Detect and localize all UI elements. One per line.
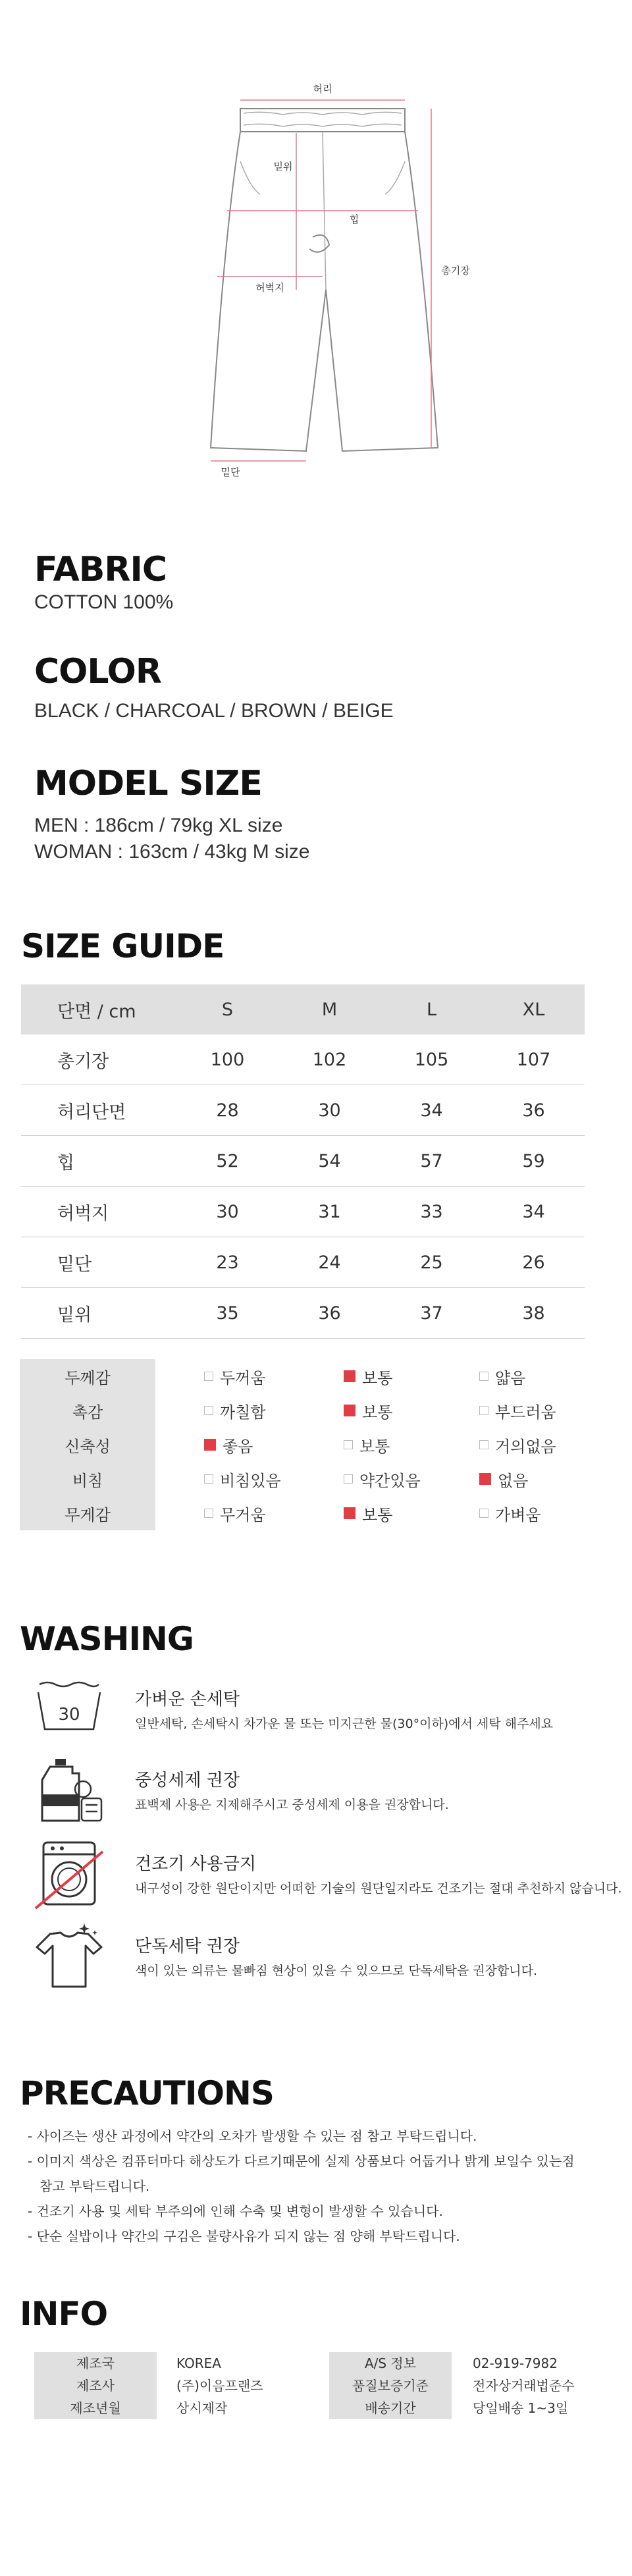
feel-option-label: 비침있음 — [220, 1471, 281, 1490]
precaution-line: 참고 부탁드립니다. — [40, 2178, 150, 2194]
info-value: 전자상거래법준수 — [473, 2378, 575, 2394]
color-value: BLACK / CHARCOAL / BROWN / BEIGE — [34, 700, 394, 722]
checkbox-icon — [479, 1372, 488, 1381]
color-heading: COLOR — [34, 652, 161, 691]
info-label: 배송기간 — [329, 2397, 452, 2419]
table-cell: 30 — [176, 1187, 278, 1237]
table-cell: 34 — [381, 1085, 483, 1136]
checkbox-checked-icon — [344, 1370, 356, 1382]
info-label: 제조년월 — [34, 2397, 157, 2419]
precautions-list — [28, 2124, 575, 2249]
diagram-label-total-length: 총기장 — [441, 265, 470, 277]
table-cell: 35 — [176, 1288, 278, 1339]
table-cell: 37 — [381, 1288, 483, 1339]
model-size-woman: WOMAN : 163cm / 43kg M size — [34, 841, 310, 863]
info-value: KOREA — [176, 2355, 221, 2371]
table-cell: 36 — [278, 1288, 381, 1339]
table-row — [21, 1288, 585, 1339]
size-guide-col-header: M — [278, 984, 381, 1034]
checkbox-icon — [479, 1440, 488, 1449]
table-cell: 허벅지 — [21, 1187, 176, 1237]
size-guide-header-row — [21, 984, 585, 1034]
diagram-label-thigh: 허벅지 — [255, 282, 284, 294]
wash-item-desc: 내구성이 강한 원단이지만 어떠한 기술의 원단일지라도 건조기는 절대 추천하지 않습니다. — [135, 1881, 622, 1896]
feel-option-label: 얇음 — [495, 1368, 526, 1387]
feel-row-label: 촉감 — [20, 1393, 155, 1428]
no-dryer-icon — [33, 1837, 105, 1910]
table-cell: 총기장 — [21, 1034, 176, 1085]
feel-option-label: 약간있음 — [359, 1471, 421, 1490]
table-cell: 59 — [483, 1136, 585, 1187]
table-cell: 36 — [483, 1085, 585, 1136]
feel-option — [204, 1365, 266, 1388]
checkbox-checked-icon — [344, 1405, 356, 1416]
table-row — [21, 1136, 585, 1187]
table-cell: 30 — [278, 1085, 381, 1136]
table-cell: 100 — [176, 1034, 278, 1085]
info-value: (주)이음프랜즈 — [176, 2378, 263, 2394]
precaution-line: - 건조기 사용 및 세탁 부주의에 인해 수축 및 변형이 발생할 수 있습니다. — [28, 2203, 443, 2219]
table-row — [21, 1187, 585, 1237]
feel-row-label: 두께감 — [20, 1359, 155, 1393]
feel-option-label: 가벼움 — [495, 1505, 541, 1524]
diagram-label-rise: 밑위 — [273, 161, 293, 173]
table-cell: 105 — [381, 1034, 483, 1085]
feel-option — [344, 1365, 392, 1388]
checkbox-checked-icon — [479, 1473, 491, 1485]
info-label: 제조국 — [34, 2352, 157, 2375]
wash-item-title: 건조기 사용금지 — [135, 1854, 257, 1874]
feel-option — [479, 1468, 528, 1491]
wash-item-desc: 표백제 사용은 지제해주시고 중성세제 이용을 권장합니다. — [135, 1798, 449, 1812]
feel-option-label: 보통 — [362, 1505, 393, 1524]
table-cell: 24 — [278, 1237, 381, 1288]
detergent-icon — [33, 1755, 105, 1827]
checkbox-icon — [344, 1440, 353, 1449]
precautions-heading: PRECAUTIONS — [20, 2074, 274, 2112]
info-values-left — [176, 2352, 308, 2419]
wash-item-title: 중성세제 권장 — [135, 1771, 240, 1790]
checkbox-icon — [479, 1509, 488, 1518]
feel-row — [20, 1462, 586, 1496]
feel-option-label: 무거움 — [220, 1505, 266, 1524]
checkbox-icon — [344, 1474, 353, 1484]
info-labels-right — [329, 2352, 452, 2419]
info-labels-left — [34, 2352, 157, 2419]
size-guide-col-header: L — [381, 984, 483, 1034]
table-row — [21, 1034, 585, 1085]
feel-row — [20, 1428, 586, 1462]
feel-option-label: 보통 — [362, 1368, 393, 1387]
feel-option-label: 없음 — [498, 1471, 529, 1490]
size-guide-table — [21, 984, 585, 1339]
table-cell: 23 — [176, 1237, 278, 1288]
feel-option — [479, 1502, 541, 1525]
feel-option — [204, 1434, 253, 1457]
feel-option-label: 보통 — [362, 1403, 393, 1422]
feel-option-label: 부드러움 — [495, 1403, 556, 1422]
model-size-heading: MODEL SIZE — [34, 764, 262, 803]
checkbox-icon — [204, 1372, 213, 1381]
table-cell: 힙 — [21, 1136, 176, 1187]
feel-row-label: 신축성 — [20, 1428, 155, 1462]
size-guide-col-header: XL — [483, 984, 585, 1034]
feel-option-label: 두꺼움 — [220, 1368, 266, 1387]
table-cell: 33 — [381, 1187, 483, 1237]
checkbox-icon — [204, 1406, 213, 1415]
checkbox-icon — [204, 1509, 213, 1518]
feel-row — [20, 1496, 586, 1530]
precaution-line: - 사이즈는 생산 과정에서 약간의 오차가 발생할 수 있는 점 참고 부탁드립니다. — [28, 2128, 477, 2144]
table-row — [21, 1085, 585, 1136]
feel-option — [479, 1399, 556, 1422]
feel-option — [344, 1434, 390, 1457]
info-value: 상시제작 — [176, 2400, 228, 2416]
table-cell: 밑위 — [21, 1288, 176, 1339]
table-cell: 26 — [483, 1237, 585, 1288]
feel-row — [20, 1359, 586, 1393]
feel-row-label: 비침 — [20, 1462, 155, 1496]
feel-option — [344, 1502, 392, 1525]
fabric-heading: FABRIC — [34, 550, 167, 589]
feel-option — [204, 1502, 266, 1525]
table-cell: 107 — [483, 1034, 585, 1085]
table-cell: 54 — [278, 1136, 381, 1187]
fabric-feel-table — [20, 1359, 586, 1530]
feel-option-label: 까칠함 — [220, 1403, 266, 1422]
feel-option-label: 거의없음 — [495, 1437, 556, 1456]
table-cell: 밑단 — [21, 1237, 176, 1288]
feel-option — [204, 1468, 281, 1491]
size-guide-col-header: S — [176, 984, 278, 1034]
info-value: 당일배송 1~3일 — [473, 2400, 569, 2416]
checkbox-checked-icon — [204, 1439, 216, 1451]
feel-option — [204, 1399, 266, 1422]
feel-option-label: 좋음 — [223, 1437, 253, 1456]
size-guide-col-header: 단면 / cm — [21, 984, 176, 1034]
checkbox-icon — [479, 1406, 488, 1415]
wash-item-title: 가벼운 손세탁 — [135, 1690, 240, 1709]
table-cell: 57 — [381, 1136, 483, 1187]
model-size-men: MEN : 186cm / 79kg XL size — [34, 815, 283, 836]
diagram-label-waist: 허리 — [313, 83, 332, 95]
table-row — [21, 1237, 585, 1288]
feel-option — [344, 1468, 421, 1491]
info-values-right — [473, 2352, 618, 2419]
info-value: 02-919-7982 — [473, 2355, 558, 2371]
feel-option — [344, 1399, 392, 1422]
diagram-label-hip: 힙 — [349, 213, 359, 225]
wash-item-desc: 일반세탁, 손세탁시 차가운 물 또는 미지근한 물(30°이하)에서 세탁 해주세요 — [135, 1717, 554, 1731]
info-heading: INFO — [20, 2295, 108, 2333]
table-cell: 31 — [278, 1187, 381, 1237]
pants-size-diagram — [184, 72, 474, 494]
checkbox-icon — [204, 1474, 213, 1484]
table-cell: 25 — [381, 1237, 483, 1288]
table-cell: 28 — [176, 1085, 278, 1136]
wash-item-title: 단독세탁 권장 — [135, 1937, 240, 1956]
info-label: 제조사 — [34, 2375, 157, 2397]
precaution-line: - 단순 실밥이나 약간의 구김은 불량사유가 되지 않는 점 양해 부탁드립니다. — [28, 2228, 460, 2244]
info-label: 품질보증기준 — [329, 2375, 452, 2397]
info-label: A/S 정보 — [329, 2352, 452, 2375]
feel-option — [479, 1434, 556, 1457]
size-guide-heading: SIZE GUIDE — [21, 927, 224, 965]
fabric-value: COTTON 100% — [34, 591, 174, 613]
table-cell: 34 — [483, 1187, 585, 1237]
checkbox-checked-icon — [344, 1507, 356, 1519]
wash-temp-label: 30 — [58, 1705, 80, 1725]
wash-item-desc: 색이 있는 의류는 물빠짐 현상이 있을 수 있으므로 단독세탁을 권장합니다. — [135, 1964, 538, 1978]
feel-row — [20, 1393, 586, 1428]
feel-option — [479, 1365, 525, 1388]
feel-row-label: 무게감 — [20, 1496, 155, 1530]
table-cell: 102 — [278, 1034, 381, 1085]
washing-heading: WASHING — [20, 1620, 194, 1658]
table-cell: 허리단면 — [21, 1085, 176, 1136]
handwash-30-icon — [33, 1678, 105, 1737]
table-cell: 38 — [483, 1288, 585, 1339]
separate-wash-icon — [33, 1919, 105, 1992]
feel-option-label: 보통 — [359, 1437, 390, 1456]
diagram-label-hem: 밑단 — [221, 466, 240, 478]
precaution-line: - 이미지 색상은 컴퓨터마다 해상도가 다르기때문에 실제 상품보다 어둡거나 밝게 보일수 있는점 — [28, 2153, 575, 2169]
table-cell: 52 — [176, 1136, 278, 1187]
